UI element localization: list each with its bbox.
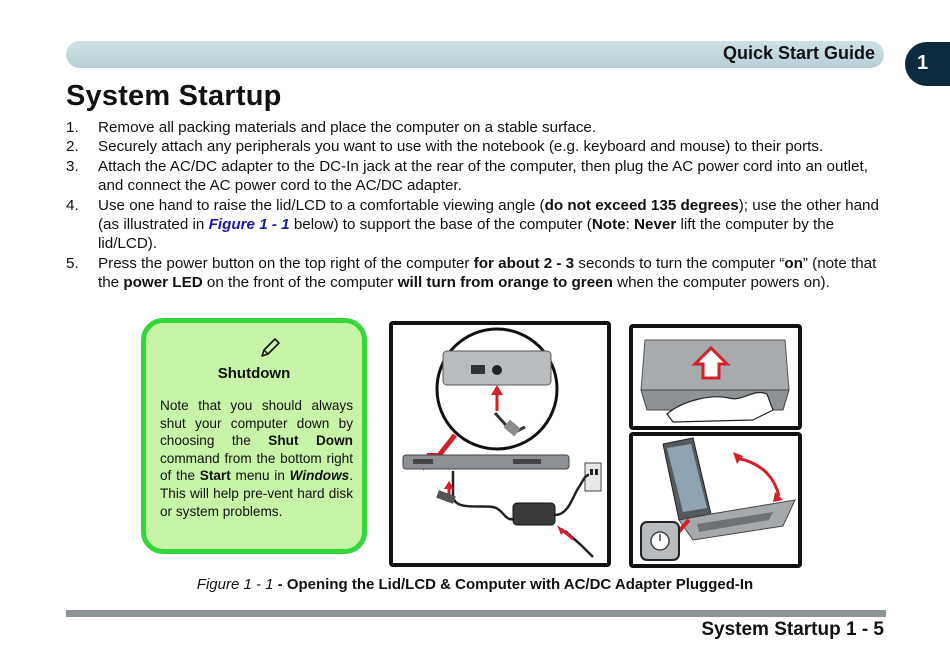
text-run: menu in [230, 468, 290, 484]
list-item [66, 254, 896, 293]
bold-text: will turn from orange to green [397, 274, 613, 292]
bold-text: for about 2 - 3 [473, 254, 575, 272]
step-number: 3. [66, 157, 79, 175]
footer-bar [66, 610, 886, 617]
step-text [98, 197, 879, 253]
list-item [66, 196, 896, 254]
figure-caption-text: - Opening the Lid/LCD & Computer with AC/DC Adapter Plugged-In [273, 576, 754, 593]
list-item [66, 157, 896, 196]
text-run: Note that you should always shut your computer down by choosing the [160, 398, 353, 449]
text-run: when the computer powers on). [612, 274, 830, 292]
bold-text: Note [591, 216, 626, 234]
text-run: . This will help pre-vent hard disk or system problems. [160, 468, 353, 519]
bold-text: do not exceed 135 degrees [544, 196, 739, 214]
power-button-illustration-panel [629, 432, 802, 568]
note-heading: Shutdown [217, 365, 291, 382]
step-number: 1. [66, 119, 79, 136]
page-title: System Startup [66, 80, 282, 112]
step-number: 4. [66, 196, 79, 214]
pencil-icon [259, 337, 281, 359]
adapter-illustration-panel [389, 321, 611, 567]
text-run: : [625, 216, 635, 234]
text-run: Press the power button on the top right of the computer [98, 254, 474, 272]
shutdown-note-box [141, 318, 367, 554]
list-item [66, 137, 896, 156]
text-run: Securely attach any peripherals you want to use with the notebook (e.g. keyboard and mouse) to their ports. [98, 138, 824, 156]
figure-label: Figure 1 - 1 [196, 576, 274, 593]
bold-text: Start [199, 468, 231, 484]
text-run: seconds to turn the computer “ [574, 254, 785, 272]
open-lid-illustration [633, 328, 798, 426]
bold-italic-text: Windows [289, 468, 350, 484]
text-run: ); use the other hand (as illustrated in [98, 196, 879, 234]
text-run: Use one hand to raise the lid/LCD to a comfortable viewing angle ( [98, 196, 545, 214]
text-run: Remove all packing materials and place the computer on a stable surface. [98, 119, 597, 136]
bold-text: on [784, 254, 803, 272]
text-run: Attach the AC/DC adapter to the DC-In jack at the rear of the computer, then plug the AC power cord into an outlet, and connect the AC power cord to the AC/DC adapter. [98, 157, 868, 195]
text-run: below) to support the base of the computer ( [289, 216, 592, 234]
step-text [98, 255, 876, 291]
bold-text: power LED [123, 274, 203, 292]
text-run: lift the computer by the lid/LCD). [98, 216, 835, 253]
step-text [98, 138, 823, 155]
text-run: command from the bottom right of the [160, 450, 353, 484]
bold-text: Shut Down [268, 433, 353, 449]
step-text [98, 119, 596, 136]
open-lid-illustration-panel [629, 324, 802, 430]
power-button-illustration [633, 436, 798, 564]
figure-caption [0, 576, 950, 593]
startup-steps-list [66, 118, 896, 293]
page-footer-label: System Startup 1 - 5 [701, 619, 884, 640]
figure-reference-link[interactable]: Figure 1 - 1 [208, 216, 290, 234]
note-text [160, 397, 353, 520]
text-run: ” (note that the [98, 254, 877, 292]
text-run: on the front of the computer [202, 274, 398, 292]
list-item [66, 118, 896, 137]
step-number: 5. [66, 254, 79, 272]
chapter-number: 1 [917, 52, 929, 74]
guide-title: Quick Start Guide [722, 43, 875, 63]
bold-text: Never [634, 216, 677, 234]
adapter-illustration [393, 325, 607, 563]
step-number: 2. [66, 138, 79, 156]
step-text [98, 158, 868, 194]
